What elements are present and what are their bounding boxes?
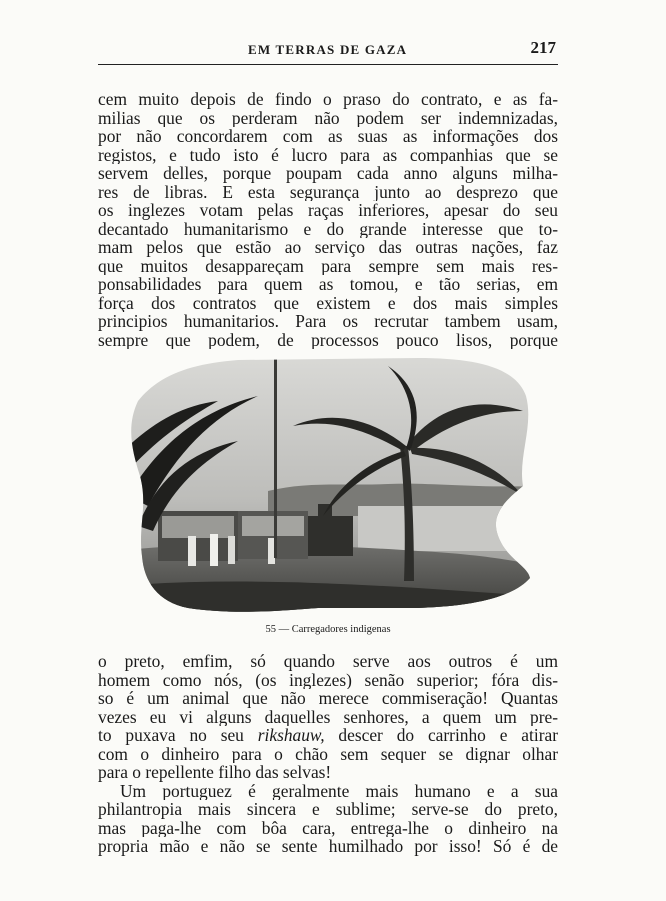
figure-caption: 55 — Carregadores indigenas — [265, 624, 391, 635]
photo-illustration — [118, 356, 538, 616]
text-line: que muitos desappareçam para sempre sem mais res- — [98, 256, 558, 275]
text-line: mas paga-lhe com bôa cara, entrega-lhe o dinheiro na — [98, 818, 558, 837]
text-line: propria mão e não se sente humilhado por isso! Só é de — [98, 837, 558, 856]
text-fragment: descer do carrinho e atirar — [324, 726, 558, 745]
text-line: mam pelos que estão ao serviço das outras nações, faz — [98, 238, 558, 257]
text-line: cem muito depois de findo o praso do contrato, e as fa- — [98, 90, 558, 109]
photo-carregadores — [118, 356, 538, 616]
text-line: sempre que podem, de processos pouco lisos, porque — [98, 330, 558, 349]
text-line: servem delles, porque poupam cada anno alguns milha- — [98, 164, 558, 183]
text-line: com o dinheiro para o chão sem sequer se dignar olhar — [98, 744, 558, 763]
text-line: força dos contratos que existem e dos mais simples — [98, 293, 558, 312]
header-rule — [98, 64, 558, 65]
text-fragment: to puxava no seu — [98, 726, 258, 745]
text-line: registos, e tudo isto é lucro para as companhias que se — [98, 145, 558, 164]
body-text-bottom — [98, 652, 558, 856]
text-line: principios humanitarios. Para os recrutar tambem usam, — [98, 312, 558, 331]
text-line: philantropia mais sincera e sublime; serve-se do preto, — [98, 800, 558, 819]
text-line: para o repellente filho das selvas! — [98, 763, 332, 782]
text-line-with-italic — [98, 726, 558, 745]
text-line: homem como nós, (os inglezes) senão superior; fóra dis- — [98, 670, 558, 689]
text-line: o preto, emfim, só quando serve aos outros é um — [98, 652, 558, 671]
text-line: vezes eu vi alguns daquelles senhores, a quem um pre- — [98, 707, 558, 726]
text-line: so é um animal que não merece commiseração! Quantas — [98, 689, 558, 708]
running-title: EM TERRAS DE GAZA — [248, 42, 408, 57]
text-line: res de libras. E esta segurança junto ao desprezo que — [98, 182, 558, 201]
text-line: milias que os perderam não podem ser indemnizadas, — [98, 108, 558, 127]
body-text-top — [98, 90, 558, 349]
text-line: ponsabilidades para quem as tomou, e tão serias, em — [98, 275, 558, 294]
page-header — [98, 38, 558, 62]
text-line: por não concordarem com as suas as informações dos — [98, 127, 558, 146]
text-line: decantado humanitarismo e do grande interesse que to- — [98, 219, 558, 238]
page-number: 217 — [530, 38, 556, 57]
text-line: os inglezes votam pelas raças inferiores, apesar do seu — [98, 201, 558, 220]
italic-word: rikshauw, — [257, 726, 325, 745]
text-line: Um portuguez é geralmente mais humano e a sua — [120, 781, 558, 800]
